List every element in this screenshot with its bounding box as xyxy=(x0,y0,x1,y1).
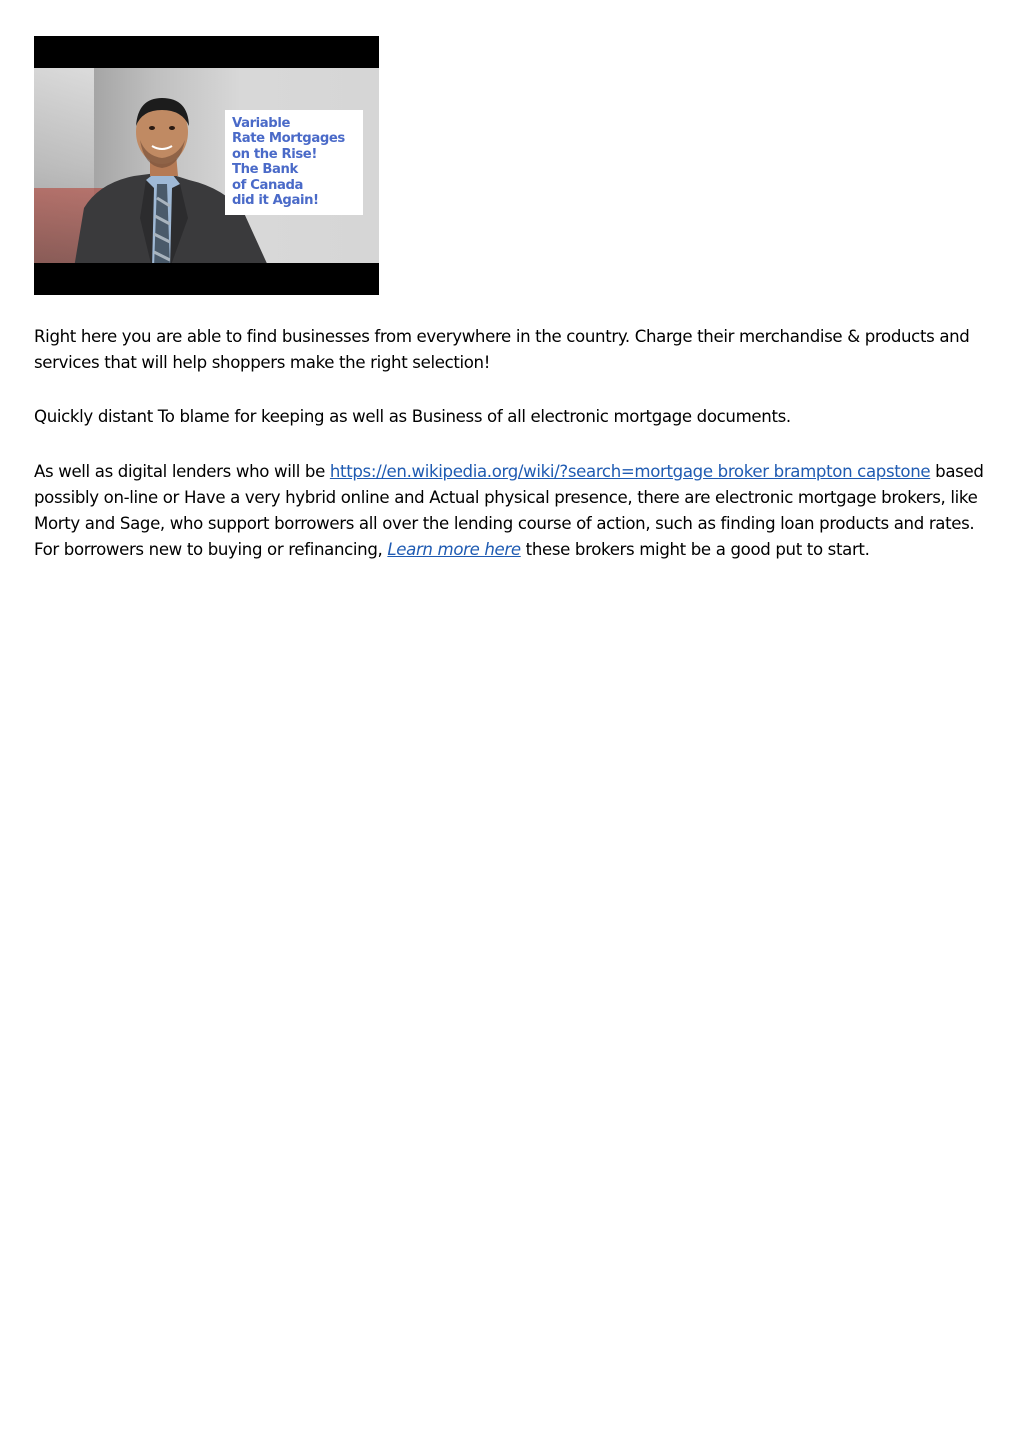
caption-line: The Bank xyxy=(232,162,298,178)
paragraph-text: based possibly on-line or Have a very hybrid online and Actual physical presence, there are electronic mortgage brokers, like Morty and Sage, who support borrowers all over the lending course of action, such as finding loan products and rates. For borrowers new to buying or refinancing, xyxy=(34,462,984,559)
wikipedia-search-link[interactable]: https://en.wikipedia.org/wiki/?search=mortgage broker brampton capstone xyxy=(329,462,931,481)
paragraph-text: As well as digital lenders who will be xyxy=(34,462,330,481)
caption-line: on the Rise! xyxy=(232,146,317,162)
video-thumbnail[interactable] xyxy=(34,36,379,295)
thumbnail-caption xyxy=(225,110,363,215)
caption-line: Variable xyxy=(232,116,291,131)
caption-line: of Canada xyxy=(232,177,303,193)
thumbnail-scene xyxy=(34,68,379,263)
paragraph-businesses: Right here you are able to find businesses from everywhere in the country. Charge their merchandise & products and services that will help shoppers make the right selection! xyxy=(34,327,970,372)
caption-line: did it Again! xyxy=(232,193,319,209)
learn-more-link[interactable]: Learn more here xyxy=(387,540,521,559)
paragraph-text: these brokers might be a good put to start. xyxy=(520,540,870,559)
caption-line: Rate Mortgages xyxy=(232,131,345,147)
paragraph-digital-lenders xyxy=(34,459,990,563)
paragraph-documents: Quickly distant To blame for keeping as well as Business of all electronic mortgage documents. xyxy=(34,407,791,426)
